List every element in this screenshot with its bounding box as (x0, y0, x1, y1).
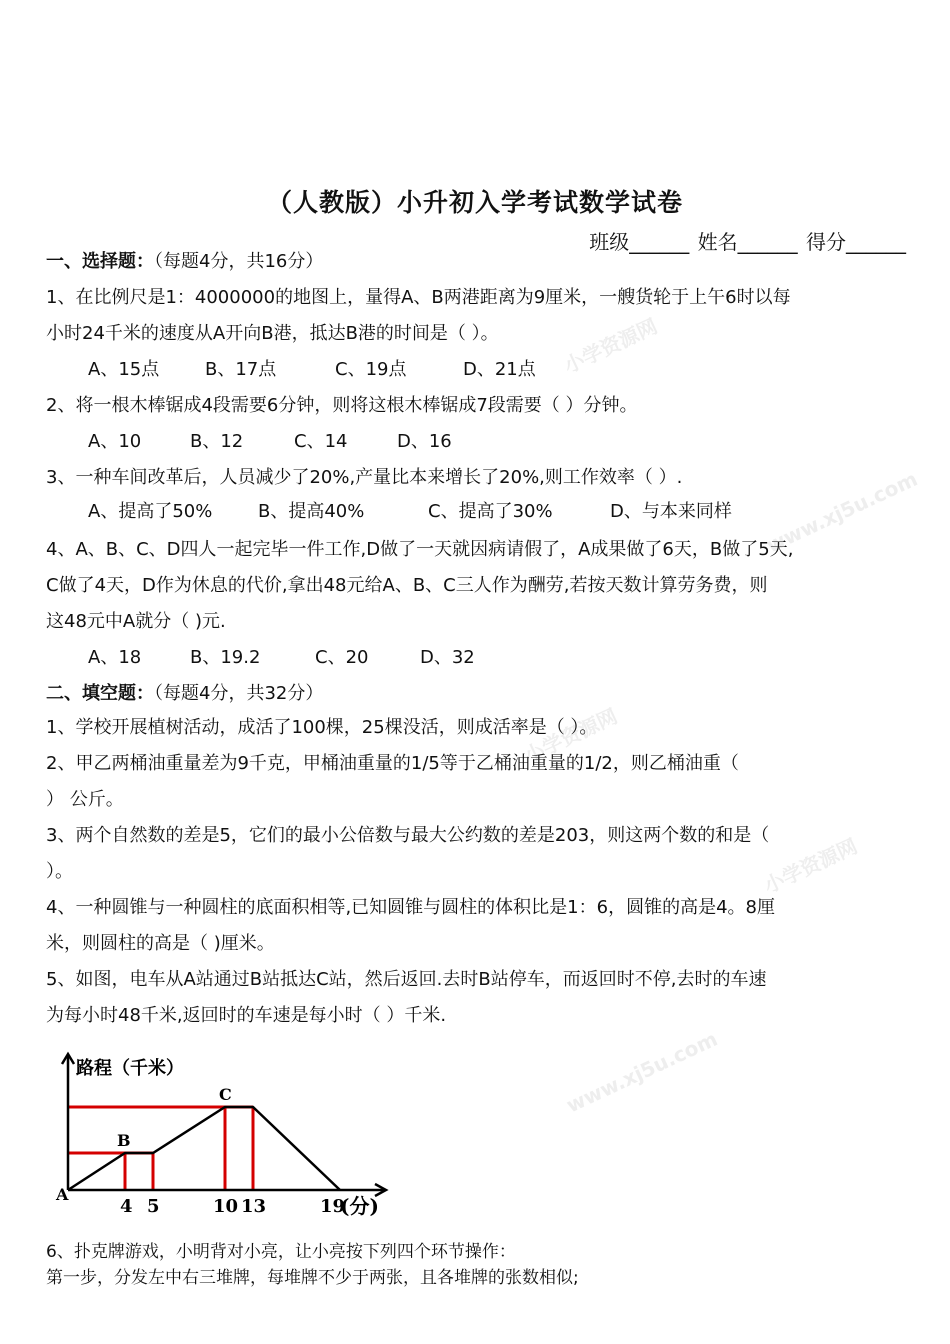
x-tick-label: 5 (147, 1196, 160, 1217)
x-axis-unit: (分) (340, 1194, 379, 1218)
x-tick-label: 10 (213, 1196, 239, 1217)
option: D、21点 (463, 359, 536, 380)
y-axis-label: 路程（千米） (76, 1058, 184, 1079)
section-choice-header: 一、选择题：（每题4分，共16分） (46, 251, 324, 272)
option: C、提高了30% (428, 501, 553, 522)
option: A、15点 (88, 359, 160, 380)
question-text: 3、一种车间改革后，人员减少了20%,产量比本来增长了20%,则工作效率（ ）. (46, 467, 683, 488)
option: B、提高40% (258, 501, 365, 522)
option: A、18 (88, 647, 142, 668)
option: B、17点 (205, 359, 277, 380)
x-tick-label: 4 (120, 1196, 133, 1217)
option: A、10 (88, 431, 142, 452)
page-title: （人教版）小升初入学考试数学试卷 (266, 188, 683, 217)
question-text: 4、一种圆锥与一种圆柱的底面积相等,已知圆锥与圆柱的体积比是1：6，圆锥的高是4。8厘 (46, 897, 775, 918)
question-text: 3、两个自然数的差是5，它们的最小公倍数与最大公约数的差是203，则这两个数的和是（ (46, 825, 770, 846)
option: A、提高了50% (88, 501, 213, 522)
x-tick-label: 13 (241, 1196, 267, 1217)
question-text: ）。 (46, 861, 73, 882)
option: B、19.2 (190, 647, 261, 668)
option: C、19点 (335, 359, 407, 380)
question-text: C做了4天，D作为休息的代价,拿出48元给A、B、C三人作为酬劳,若按天数计算劳务费，则 (46, 575, 768, 596)
question-text: 小时24千米的速度从A开向B港，抵达B港的时间是（ ）。 (46, 323, 499, 344)
option: C、14 (294, 431, 348, 452)
x-tick-label: 19 (320, 1196, 346, 1217)
option: D、与本来同样 (610, 501, 732, 522)
name-field: 姓名______ (697, 230, 798, 254)
watermark: 小学资源网 (520, 703, 622, 768)
option: B、12 (190, 431, 244, 452)
class-field: 班级______ (589, 230, 690, 254)
score-field: 得分______ (806, 230, 906, 254)
question-text: 1、在比例尺是1：4000000的地图上，量得A、B两港距离为9厘米，一艘货轮于上午6时以每 (46, 287, 791, 308)
question-text: 第一步，分发左中右三堆牌，每堆牌不少于两张，且各堆牌的张数相似; (46, 1268, 579, 1288)
trip-line (68, 1107, 340, 1190)
point-label-b: B (117, 1131, 131, 1150)
option: D、32 (420, 647, 475, 668)
distance-time-figure (40, 1050, 410, 1225)
watermark: www.xj5u.com (562, 1026, 722, 1118)
question-text: 为每小时48千米,返回时的车速是每小时（ ）千米. (46, 1005, 447, 1026)
point-label-c: C (219, 1085, 232, 1104)
question-text: 2、将一根木棒锯成4段需要6分钟，则将这根木棒锯成7段需要（ ）分钟。 (46, 395, 638, 416)
question-text: 1、学校开展植树活动，成活了100棵，25棵没活，则成活率是（ ）。 (46, 717, 598, 738)
section-fill-header: 二、填空题：（每题4分，共32分） (46, 683, 324, 704)
question-text: 米，则圆柱的高是（ )厘米。 (46, 933, 275, 954)
student-info (587, 226, 906, 255)
question-text: 这48元中A就分（ )元. (46, 611, 226, 632)
option: C、20 (315, 647, 369, 668)
question-text: 4、A、B、C、D四人一起完毕一件工作,D做了一天就因病请假了，A成果做了6天，B做了5天, (46, 539, 794, 560)
watermark: www.xj5u.com (762, 466, 922, 558)
watermark: 小学资源网 (760, 833, 862, 898)
point-label-a: A (56, 1185, 69, 1204)
question-text: 5、如图，电车从A站通过B站抵达C站，然后返回.去时B站停车，而返回时不停,去时的车速 (46, 969, 767, 990)
watermark: 小学资源网 (560, 313, 662, 378)
question-text: 2、甲乙两桶油重量差为9千克，甲桶油重量的1/5等于乙桶油重量的1/2，则乙桶油重（ (46, 753, 739, 774)
question-text: ） 公斤。 (46, 789, 124, 810)
question-text: 6、扑克牌游戏，小明背对小亮，让小亮按下列四个环节操作： (46, 1242, 516, 1262)
option: D、16 (397, 431, 452, 452)
